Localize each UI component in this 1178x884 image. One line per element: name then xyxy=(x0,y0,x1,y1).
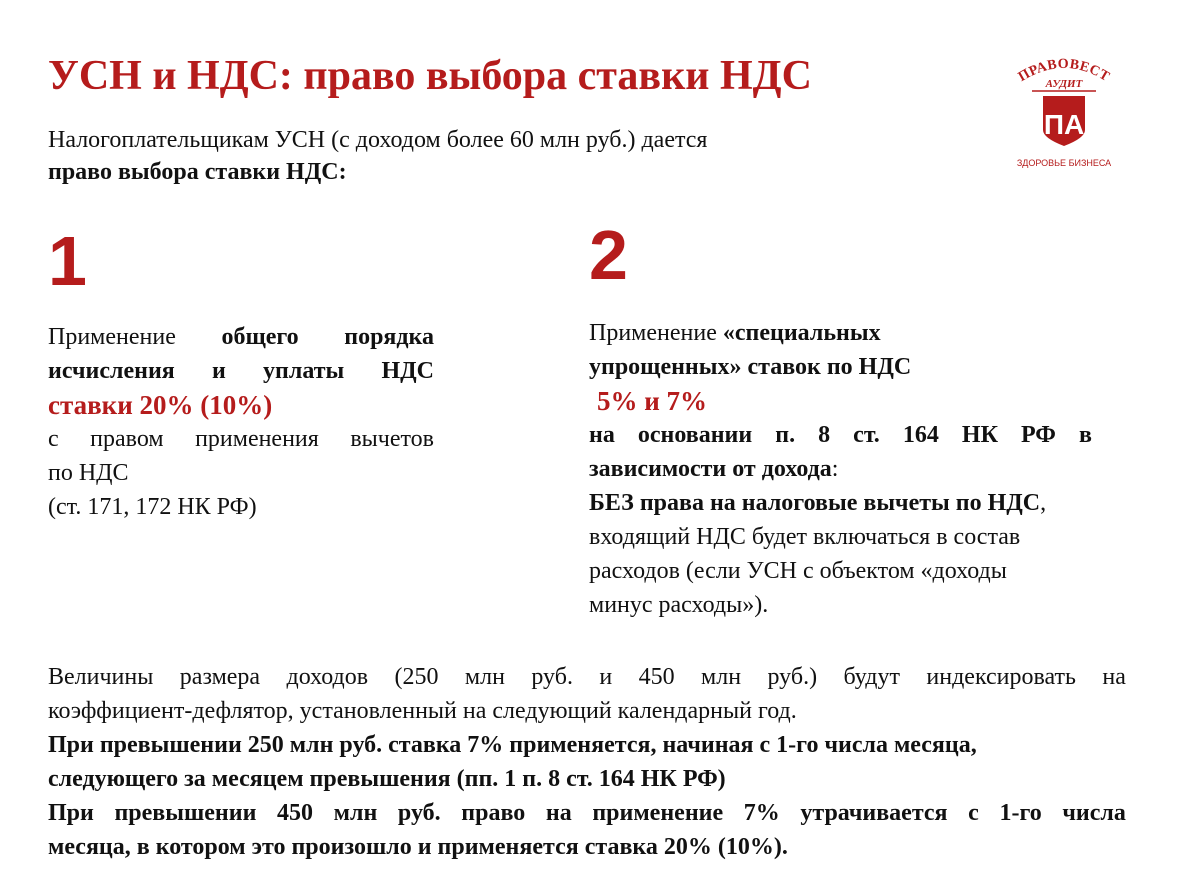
bottom-paragraph-2-line-1: При превышении 250 млн руб. ставка 7% применяется, начиная с 1-го числа месяца, xyxy=(48,732,977,758)
logo-sub-text: АУДИТ xyxy=(1045,78,1083,90)
option-2-line-5 xyxy=(589,452,1129,486)
logo-emblem-icon xyxy=(1008,50,1120,172)
word: право xyxy=(461,800,526,826)
word: Величины xyxy=(48,664,154,690)
option-2-word: ст. xyxy=(853,422,880,448)
word: размера xyxy=(179,664,261,690)
bottom-paragraph-1-line-1 xyxy=(48,660,1126,694)
bottom-paragraph-1-line-2: коэффициент-дефлятор, установленный на следующий календарный год. xyxy=(48,698,797,724)
word: млн xyxy=(464,664,505,690)
word: на xyxy=(545,800,572,826)
option-1-word: Применение xyxy=(48,324,176,350)
option-2-word: НК xyxy=(961,422,998,448)
word: руб.) xyxy=(767,664,818,690)
intro-line-1: Налогоплательщикам УСН (с доходом более 60 млн руб.) дается xyxy=(48,127,708,153)
option-2-word: упрощенных» xyxy=(589,354,742,380)
word: При xyxy=(48,800,94,826)
word: превышении xyxy=(114,800,257,826)
option-2-word: Применение xyxy=(589,320,723,346)
option-1-rate: ставки 20% (10%) xyxy=(48,390,273,420)
company-logo xyxy=(1008,50,1120,172)
option-1-line-2 xyxy=(48,354,434,388)
word: с xyxy=(968,800,979,826)
word: будут xyxy=(843,664,900,690)
option-2-word: : xyxy=(831,456,839,482)
word: (250 xyxy=(394,664,439,690)
option-1-line-4 xyxy=(48,422,434,456)
option-2-word: РФ xyxy=(1021,422,1056,448)
word: 1-го xyxy=(999,800,1042,826)
option-2-line-4 xyxy=(589,418,1092,452)
option-2-word: на xyxy=(589,422,615,448)
option-1-word: порядка xyxy=(344,324,434,350)
word: доходов xyxy=(286,664,369,690)
option-2-word: п. xyxy=(775,422,796,448)
option-2-line-1 xyxy=(589,316,1129,350)
word: применение xyxy=(592,800,724,826)
option-2-line-2 xyxy=(589,350,1129,384)
bottom-paragraph-2-line-2: следующего за месяцем превышения (пп. 1 п. 8 ст. 164 НК РФ) xyxy=(48,766,726,792)
word: млн xyxy=(701,664,742,690)
option-1-word: исчисления xyxy=(48,358,175,384)
option-2-word: , xyxy=(1040,490,1047,516)
logo-tagline: ЗДОРОВЬЕ БИЗНЕСА xyxy=(1016,158,1112,168)
word: 7% xyxy=(743,800,780,826)
word: руб. xyxy=(531,664,573,690)
option-1-word: и xyxy=(212,358,226,384)
intro xyxy=(48,124,707,188)
option-1-word: с xyxy=(48,426,59,452)
option-1-line-6: (ст. 171, 172 НК РФ) xyxy=(48,494,257,520)
word: на xyxy=(1102,664,1126,690)
word: 450 xyxy=(638,664,675,690)
option-2-word: БЕЗ права на налоговые вычеты по НДС xyxy=(589,490,1041,516)
option-1-word: применения xyxy=(195,426,319,452)
word: и xyxy=(599,664,613,690)
option-1-number: 1 xyxy=(48,222,87,300)
option-2-word: 164 xyxy=(902,422,939,448)
option-1-text xyxy=(48,320,434,524)
option-2-line-7: входящий НДС будет включаться в состав xyxy=(589,524,1021,550)
word: числа xyxy=(1062,800,1126,826)
logo-monogram: ПА xyxy=(1043,109,1085,140)
option-2-word: «специальных xyxy=(722,320,881,346)
bottom-paragraph-3-line-1 xyxy=(48,796,1126,830)
word: млн xyxy=(333,800,378,826)
option-2-number: 2 xyxy=(589,216,628,294)
bottom-notes xyxy=(48,660,1126,864)
bottom-paragraph-3-line-2: месяца, в котором это произошло и применяется ставка 20% (10%). xyxy=(48,834,788,860)
word: руб. xyxy=(397,800,441,826)
option-1-word: вычетов xyxy=(350,426,434,452)
option-2-word: основании xyxy=(637,422,753,448)
option-1-line-5: по НДС xyxy=(48,460,129,486)
option-1-word: правом xyxy=(90,426,164,452)
option-2-line-9: минус расходы»). xyxy=(589,592,769,618)
option-2-text xyxy=(589,316,1129,622)
word: утрачивается xyxy=(800,800,948,826)
option-2-word: 8 xyxy=(818,422,831,448)
word: 450 xyxy=(277,800,314,826)
option-1-word: общего xyxy=(221,324,299,350)
page-title: УСН и НДС: право выбора ставки НДС xyxy=(48,53,812,99)
option-1-word: НДС xyxy=(381,358,434,384)
logo-top-text: ПРАВОВЕСТ xyxy=(1015,56,1113,86)
option-2-word: в xyxy=(1078,422,1092,448)
option-1-line-1 xyxy=(48,320,434,354)
word: индексировать xyxy=(926,664,1076,690)
option-2-rate: 5% и 7% xyxy=(597,386,708,416)
option-2-line-8: расходов (если УСН с объектом «доходы xyxy=(589,558,1007,584)
option-1-word: уплаты xyxy=(263,358,345,384)
intro-line-2: право выбора ставки НДС: xyxy=(48,159,347,185)
option-2-word: ставок по НДС xyxy=(741,354,912,380)
option-2-word: зависимости от дохода xyxy=(589,456,832,482)
option-2-line-6 xyxy=(589,486,1129,520)
